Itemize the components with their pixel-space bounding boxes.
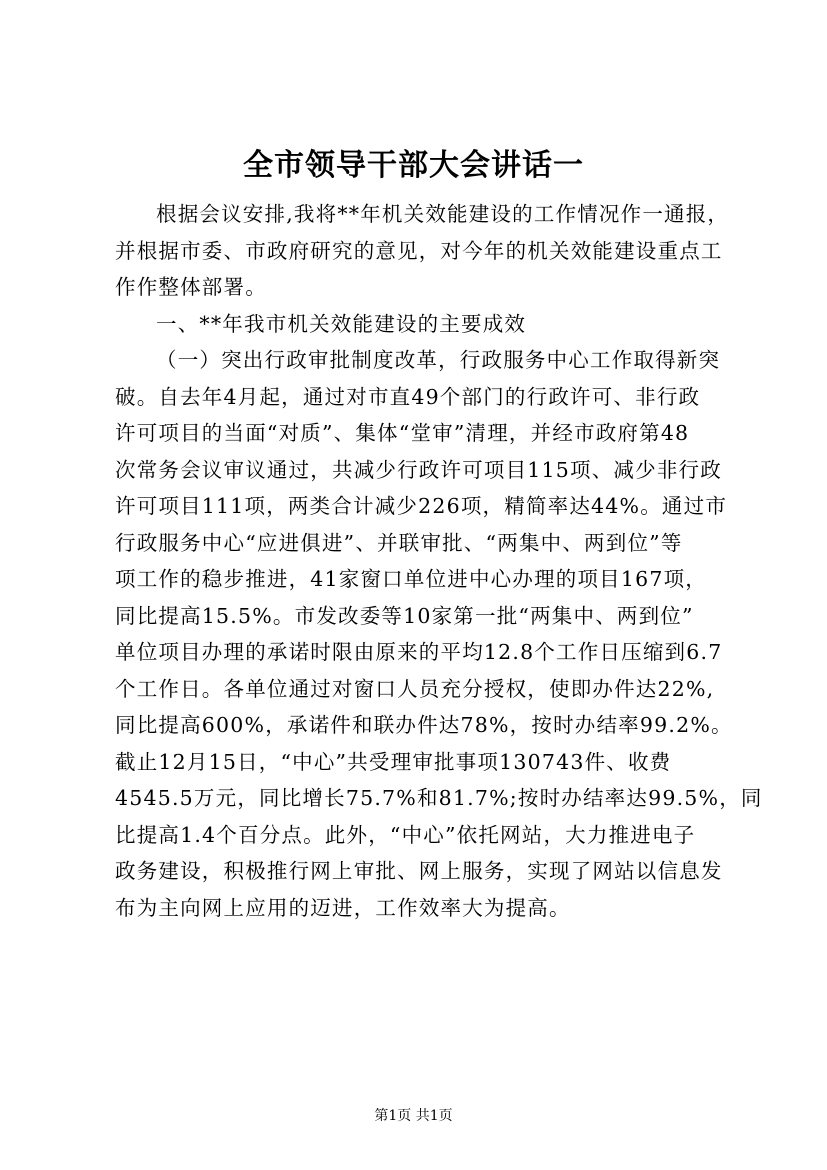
paragraph-line: 行政服务中心“应进俱进”、并联审批、“两集中、两到位”等	[115, 530, 683, 555]
paragraph-line: 政务建设，积极推行网上审批、网上服务，实现了网站以信息发	[115, 859, 723, 883]
paragraph-line: 同比提高600%，承诺件和联办件达78%，按时办结率99.2%。	[115, 713, 733, 737]
page-footer: 第1页 共1页	[374, 1108, 453, 1124]
subsection-heading-line: （一）突出行政审批制度改革，行政服务中心工作取得新突	[156, 348, 721, 372]
section-heading: 一、**年我市机关效能建设的主要成效	[156, 311, 527, 336]
page-title: 全市领导干部大会讲话一	[243, 148, 584, 183]
paragraph-line: 同比提高15.5%。市发改委等10家第一批“两集中、两到位”	[115, 603, 694, 628]
paragraph-line: 根据会议安排,我将**年机关效能建设的工作情况作一通报，	[156, 202, 730, 226]
paragraph-line: 许可项目的当面“对质”、集体“堂审”清理，并经市政府第48	[115, 421, 690, 445]
paragraph-line: 比提高1.4个百分点。此外，“中心”依托网站，大力推进电子	[115, 822, 696, 847]
paragraph-line: 个工作日。各单位通过对窗口人员充分授权，使即办件达22%,	[115, 676, 715, 701]
paragraph-line: 许可项目111项，两类合计减少226项，精简率达44%。通过市	[115, 494, 728, 518]
paragraph-line: 次常务会议审议通过，共减少行政许可项目115项、减少非行政	[115, 457, 722, 482]
paragraph-line: 截止12月15日，“中心”共受理审批事项130743件、收费	[115, 749, 672, 774]
paragraph-line: 破。自去年4月起，通过对市直49个部门的行政许可、非行政	[115, 384, 701, 409]
paragraph-line: 单位项目办理的承诺时限由原来的平均12.8个工作日压缩到6.7	[115, 640, 723, 664]
body-text	[115, 196, 763, 926]
paragraph-line: 4545.5万元，同比增长75.7%和81.7%;按时办结率达99.5%，同	[115, 786, 763, 810]
paragraph-line: 项工作的稳步推进，41家窗口单位进中心办理的项目167项，	[115, 567, 708, 591]
paragraph-line: 并根据市委、市政府研究的意见，对今年的机关效能建设重点工	[115, 238, 723, 263]
paragraph-line: 作作整体部署。	[115, 275, 267, 299]
paragraph-line: 布为主向网上应用的迈进，工作效率大为提高。	[115, 895, 571, 920]
